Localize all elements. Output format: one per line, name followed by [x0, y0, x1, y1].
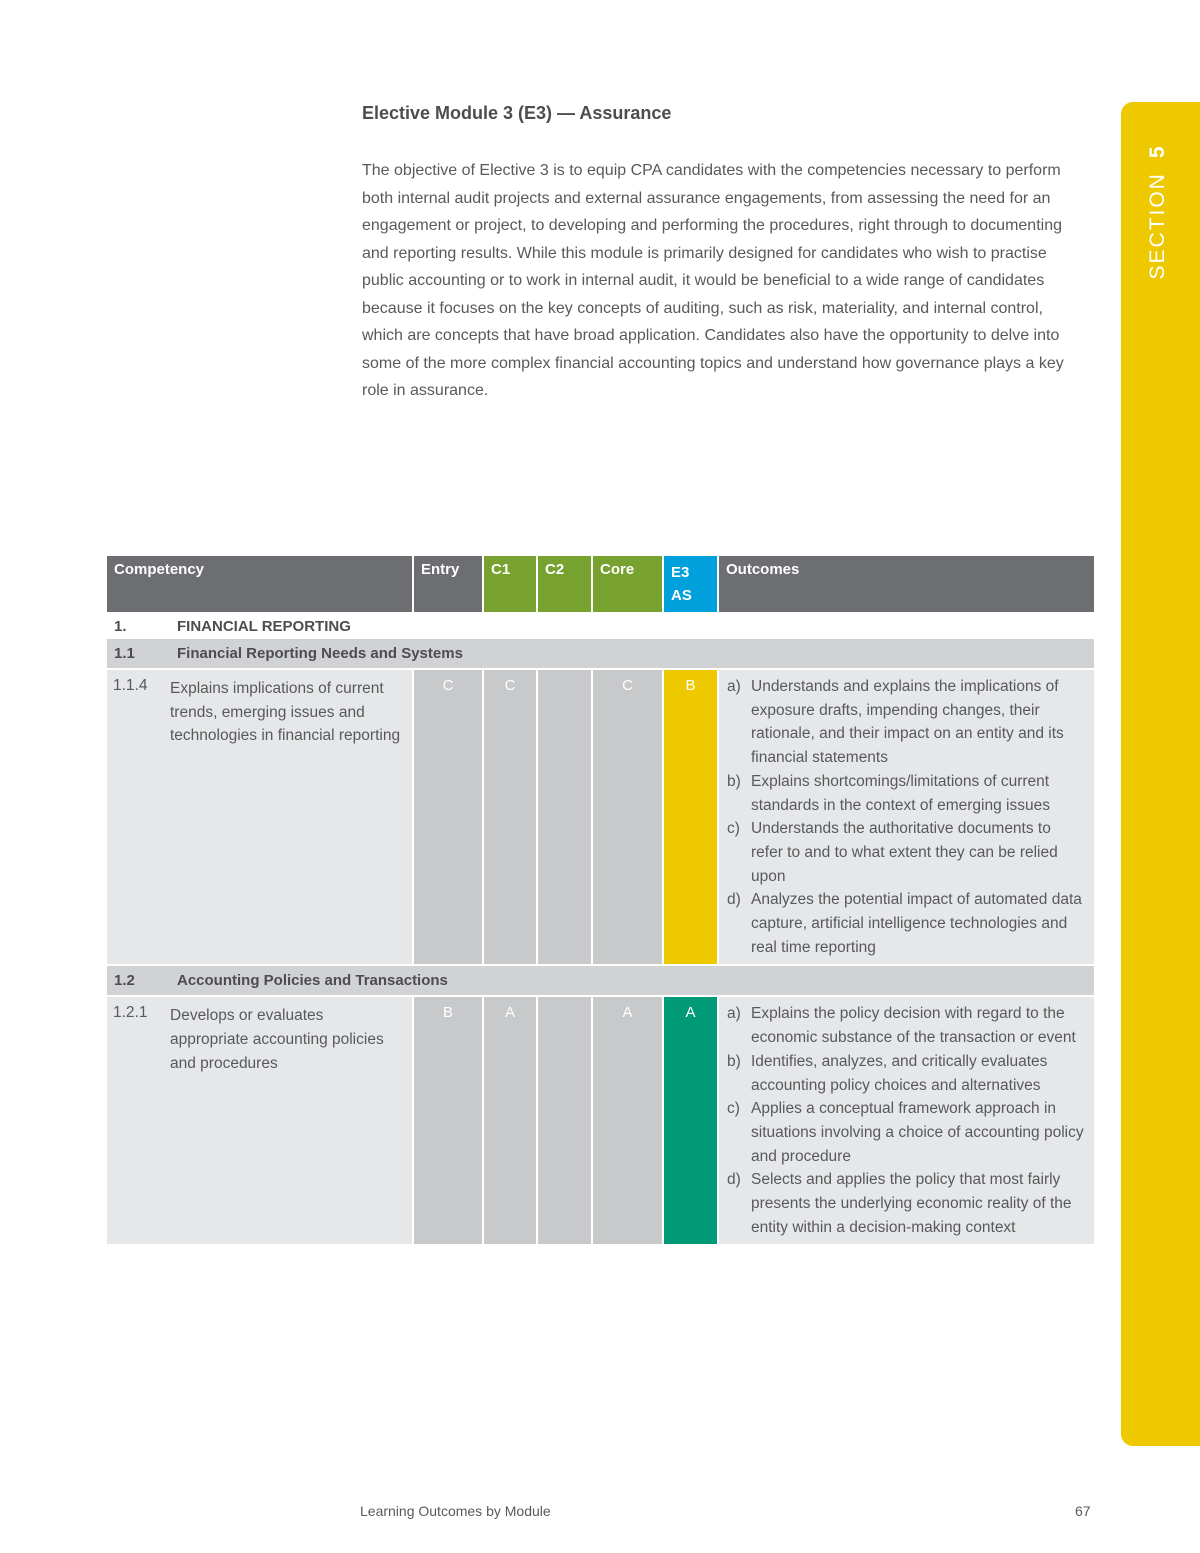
section-row — [107, 612, 1094, 638]
subsection-title: Accounting Policies and Transactions — [170, 965, 1094, 996]
outcomes-list — [727, 1002, 1086, 1239]
section-label: SECTION5 — [1146, 144, 1169, 280]
level-entry: C — [413, 669, 483, 965]
table-row — [107, 996, 1094, 1244]
level-c2 — [537, 996, 592, 1244]
level-core: A — [592, 996, 663, 1244]
module-title: Elective Module 3 (E3) — Assurance — [362, 103, 672, 123]
list-item: c) Understands the authoritative documents to refer to and to what extent they can be relied upon — [727, 820, 1058, 885]
level-c1: C — [483, 669, 537, 965]
level-core: C — [592, 669, 663, 965]
level-e3: B — [663, 669, 718, 965]
list-item: b) Identifies, analyzes, and critically evaluates accounting policy choices and alternatives — [727, 1052, 1048, 1094]
level-entry: B — [413, 996, 483, 1244]
competency-desc: Develops or evaluates appropriate accounting policies and procedures — [170, 996, 413, 1244]
subsection-num: 1.1 — [107, 638, 170, 669]
subsection-row — [107, 638, 1094, 669]
subsection-row — [107, 965, 1094, 996]
table-header-row — [107, 556, 1094, 612]
header-c1: C1 — [483, 556, 537, 612]
list-item: a) Understands and explains the implications of exposure drafts, impending changes, their rationale, and their impact on an entity and its financial statements — [727, 678, 1064, 767]
header-competency: Competency — [107, 556, 413, 612]
table-row — [107, 669, 1094, 965]
competency-num: 1.2.1 — [107, 996, 170, 1244]
list-item: a) Explains the policy decision with regard to the economic substance of the transaction or event — [727, 1005, 1076, 1047]
header-entry: Entry — [413, 556, 483, 612]
list-item: b) Explains shortcomings/limitations of current standards in the context of emerging issues — [727, 772, 1050, 814]
section-num: 1. — [114, 618, 127, 635]
section-number: 5 — [1146, 144, 1169, 159]
competency-num: 1.1.4 — [107, 669, 170, 965]
level-c1: A — [483, 996, 537, 1244]
list-item: d) Analyzes the potential impact of automated data capture, artificial intelligence technologies and real time reporting — [727, 891, 1082, 956]
list-item: d) Selects and applies the policy that most fairly presents the underlying economic reality of the entity within a decision-making context — [727, 1171, 1072, 1236]
outcomes-cell — [718, 669, 1094, 965]
module-intro: The objective of Elective 3 is to equip CPA candidates with the competencies necessary to perform both internal audit projects and external assurance engagements, from assessing the need for an engagement or project, to developing and performing the procedures, right through to documenting and reporting results. While this module is primarily designed for candidates who wish to practise public accounting or to work in internal audit, it would be beneficial to a wide range of candidates because it focuses on the key concepts of auditing, such as risk, materiality, and internal control, which are concepts that have broad application. Candidates also have the opportunity to delve into some of the more complex financial accounting topics and understand how governance plays a key role in assurance. — [362, 162, 1064, 399]
header-c2: C2 — [537, 556, 592, 612]
subsection-num: 1.2 — [107, 965, 170, 996]
page-number: 67 — [1075, 1503, 1091, 1519]
list-item: c) Applies a conceptual framework approach in situations involving a choice of accounting policy and procedure — [727, 1100, 1084, 1165]
header-e3-as: E3 AS — [663, 556, 718, 612]
subsection-title: Financial Reporting Needs and Systems — [170, 638, 1094, 669]
level-c2 — [537, 669, 592, 965]
competency-table — [107, 556, 1094, 1244]
level-e3: A — [663, 996, 718, 1244]
header-core: Core — [592, 556, 663, 612]
section-tab — [1121, 102, 1200, 1446]
header-outcomes: Outcomes — [718, 556, 1094, 612]
section-title: FINANCIAL REPORTING — [177, 618, 351, 635]
outcomes-cell — [718, 996, 1094, 1244]
competency-desc: Explains implications of current trends, emerging issues and technologies in financial reporting — [170, 669, 413, 965]
outcomes-list — [727, 675, 1086, 959]
footer-title: Learning Outcomes by Module — [360, 1503, 551, 1519]
